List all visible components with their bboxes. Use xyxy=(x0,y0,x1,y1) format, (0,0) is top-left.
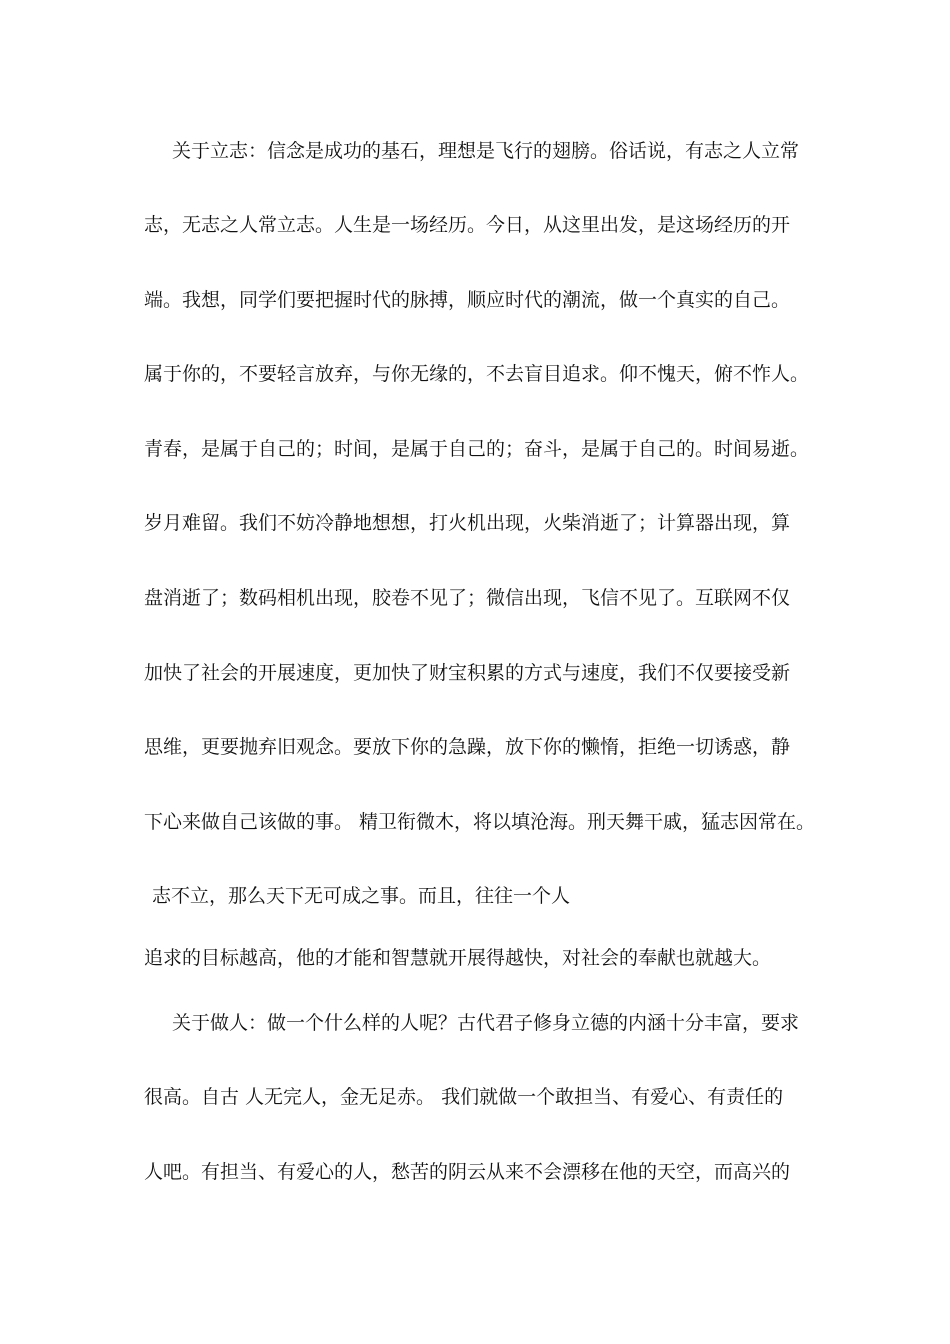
paragraph-line: 属于你的，不要轻言放弃，与你无缘的，不去盲目追求。仰不愧天，俯不怍人。 xyxy=(144,363,810,385)
paragraph-line: 志不立，那么天下无可成之事。而且，往往一个人 xyxy=(152,885,571,907)
paragraph-line: 岁月难留。我们不妨冷静地想想，打火机出现，火柴消逝了；计算器出现，算 xyxy=(144,512,791,534)
paragraph-line: 很高。自古 人无完人，金无足赤。 我们就做一个敢担当、有爱心、有责任的 xyxy=(144,1086,784,1108)
paragraph-line: 端。我想，同学们要把握时代的脉搏，顺应时代的潮流，做一个真实的自己。 xyxy=(144,289,791,311)
paragraph-line: 下心来做自己该做的事。 精卫衔微木，将以填沧海。刑天舞干戚，猛志因常在。 xyxy=(144,811,816,833)
paragraph-line: 思维，更要抛弃旧观念。要放下你的急躁，放下你的懒惰，拒绝一切诱惑，静 xyxy=(144,736,791,758)
paragraph-line: 加快了社会的开展速度，更加快了财宝积累的方式与速度，我们不仅要接受新 xyxy=(144,662,791,684)
paragraph-line: 人吧。有担当、有爱心的人，愁苦的阴云从来不会漂移在他的天空，而高兴的 xyxy=(144,1161,791,1183)
paragraph-line: 志，无志之人常立志。人生是一场经历。今日，从这里出发，是这场经历的开 xyxy=(144,214,791,236)
paragraph-line: 青春，是属于自己的；时间，是属于自己的；奋斗，是属于自己的。时间易逝。 xyxy=(144,438,810,460)
paragraph-line: 关于做人：做一个什么样的人呢？古代君子修身立德的内涵十分丰富，要求 xyxy=(172,1012,800,1034)
paragraph-line: 盘消逝了；数码相机出现，胶卷不见了；微信出现，飞信不见了。互联网不仅 xyxy=(144,587,791,609)
paragraph-line: 关于立志：信念是成功的基石，理想是飞行的翅膀。俗话说，有志之人立常 xyxy=(172,140,800,162)
paragraph-line: 追求的目标越高，他的才能和智慧就开展得越快，对社会的奉献也就越大。 xyxy=(144,947,772,969)
